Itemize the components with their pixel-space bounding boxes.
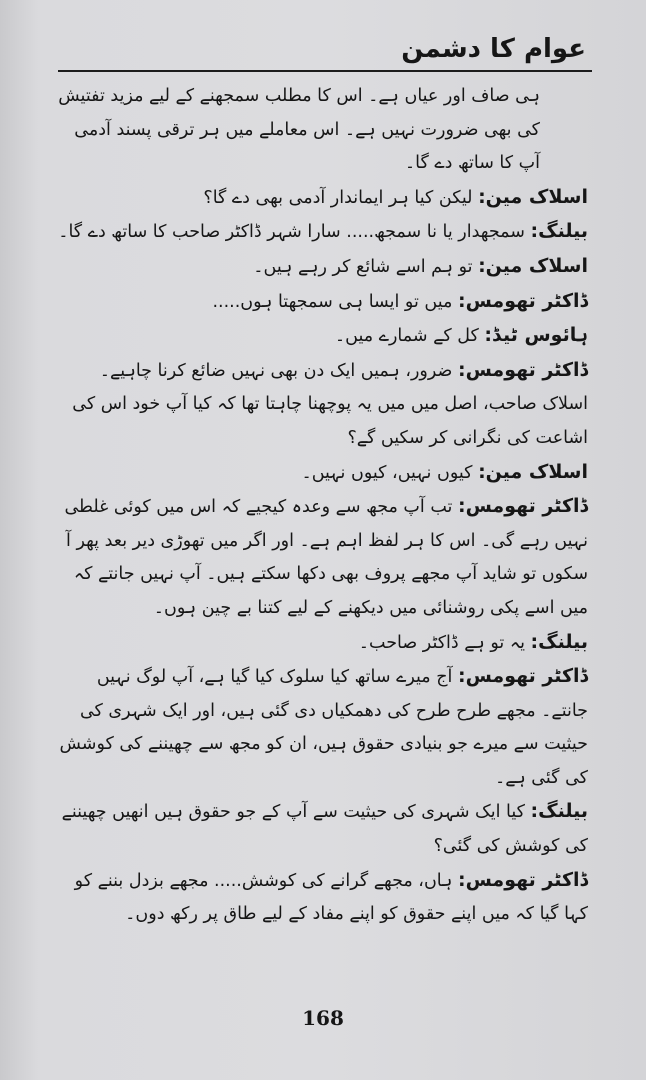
speaker-name: بیلنگ:: [530, 800, 588, 823]
dialogue-text: آج میرے ساتھ کیا سلوک کیا گیا ہے، آپ لوگ نہیں جانتے۔ مجھے طرح طرح کی دھمکیاں دی گئی ہیں، اور ایک شہری کی حیثیت سے میرے جو بنیادی حقوق ہیں، ان کو مجھ سے چھیننے کی کوشش کی گئی ہے۔: [59, 667, 588, 788]
dialogue-text: ضرور، ہمیں ایک دن بھی نہیں ضائع کرنا چاہیے۔ اسلاک صاحب، اصل میں میں یہ پوچھنا چاہتا تھا کہ کیا آپ خود اس کی اشاعت کی نگرانی کر سکیں گے؟: [72, 360, 588, 448]
dialogue-paragraph: [56, 456, 588, 491]
dialogue-text: کیوں نہیں، کیوں نہیں۔: [301, 462, 473, 483]
page-body: [56, 80, 588, 932]
speaker-name: اسلاک مین:: [478, 254, 588, 277]
dialogue-paragraph: [56, 864, 588, 932]
speaker-name: بیلنگ:: [530, 220, 588, 243]
speaker-name: ڈاکٹر تھومس:: [457, 358, 588, 381]
dialogue-text: ہاں، مجھے گرانے کی کوشش..... مجھے بزدل بننے کو کہا گیا کہ میں اپنے حقوق کو اپنے مفاد کے لیے طاق پر رکھ دوں۔: [74, 870, 588, 925]
dialogue-paragraph: [56, 795, 588, 863]
dialogue-text: تو ہم اسے شائع کر رہے ہیں۔: [253, 256, 473, 277]
speaker-name: ہائوس ٹیڈ:: [484, 324, 588, 347]
speaker-name: اسلاک مین:: [478, 185, 588, 208]
speaker-name: ڈاکٹر تھومس:: [457, 495, 588, 518]
dialogue-text: کل کے شمارے میں۔: [334, 326, 479, 347]
dialogue-paragraph: [56, 80, 588, 181]
speaker-name: ڈاکٹر تھومس:: [457, 665, 588, 688]
dialogue-paragraph: [56, 215, 588, 250]
dialogue-text: سمجھدار یا نا سمجھ..... سارا شہر ڈاکٹر صاحب کا ساتھ دے گا۔: [58, 222, 525, 243]
dialogue-text: تب آپ مجھ سے وعدہ کیجیے کہ اس میں کوئی غلطی نہیں رہے گی۔ اس کا ہر لفظ اہم ہے۔ اور اگر میں تھوڑی دیر بعد پھر آ سکوں تو شاید آپ مجھے پروف بھی دکھا سکتے ہیں۔ آپ نہیں جانتے کہ میں اسے پکی روشنائی میں دیکھنے کے لیے کتنا بے چین ہوں۔: [64, 497, 588, 618]
dialogue-paragraph: [56, 626, 588, 661]
dialogue-paragraph: [56, 285, 588, 320]
speaker-name: ڈاکٹر تھومس:: [457, 289, 588, 312]
dialogue-text: کیا ایک شہری کی حیثیت سے آپ کے جو حقوق ہیں انھیں چھیننے کی کوشش کی گئی؟: [61, 802, 588, 857]
dialogue-paragraph: [56, 319, 588, 354]
book-title: عوام کا دشمن: [401, 34, 586, 64]
dialogue-text: لیکن کیا ہر ایماندار آدمی بھی دے گا؟: [203, 187, 473, 208]
running-header: [58, 34, 592, 72]
dialogue-paragraph: [56, 250, 588, 285]
speaker-name: ڈاکٹر تھومس:: [457, 868, 588, 891]
dialogue-paragraph: [56, 354, 588, 456]
dialogue-paragraph: [56, 490, 588, 625]
speaker-name: بیلنگ:: [530, 630, 588, 653]
dialogue-text: یہ تو ہے ڈاکٹر صاحب۔: [358, 632, 525, 653]
dialogue-text: ہی صاف اور عیاں ہے۔ اس کا مطلب سمجھنے کے لیے مزید تفتیش کی بھی ضرورت نہیں ہے۔ اس معاملے میں ہر ترقی پسند آدمی آپ کا ساتھ دے گا۔: [58, 86, 540, 174]
dialogue-paragraph: [56, 660, 588, 795]
dialogue-text: میں تو ایسا ہی سمجھتا ہوں.....: [212, 291, 453, 312]
dialogue-paragraph: [56, 181, 588, 216]
page-number: 168: [302, 1006, 344, 1030]
speaker-name: اسلاک مین:: [478, 460, 588, 483]
